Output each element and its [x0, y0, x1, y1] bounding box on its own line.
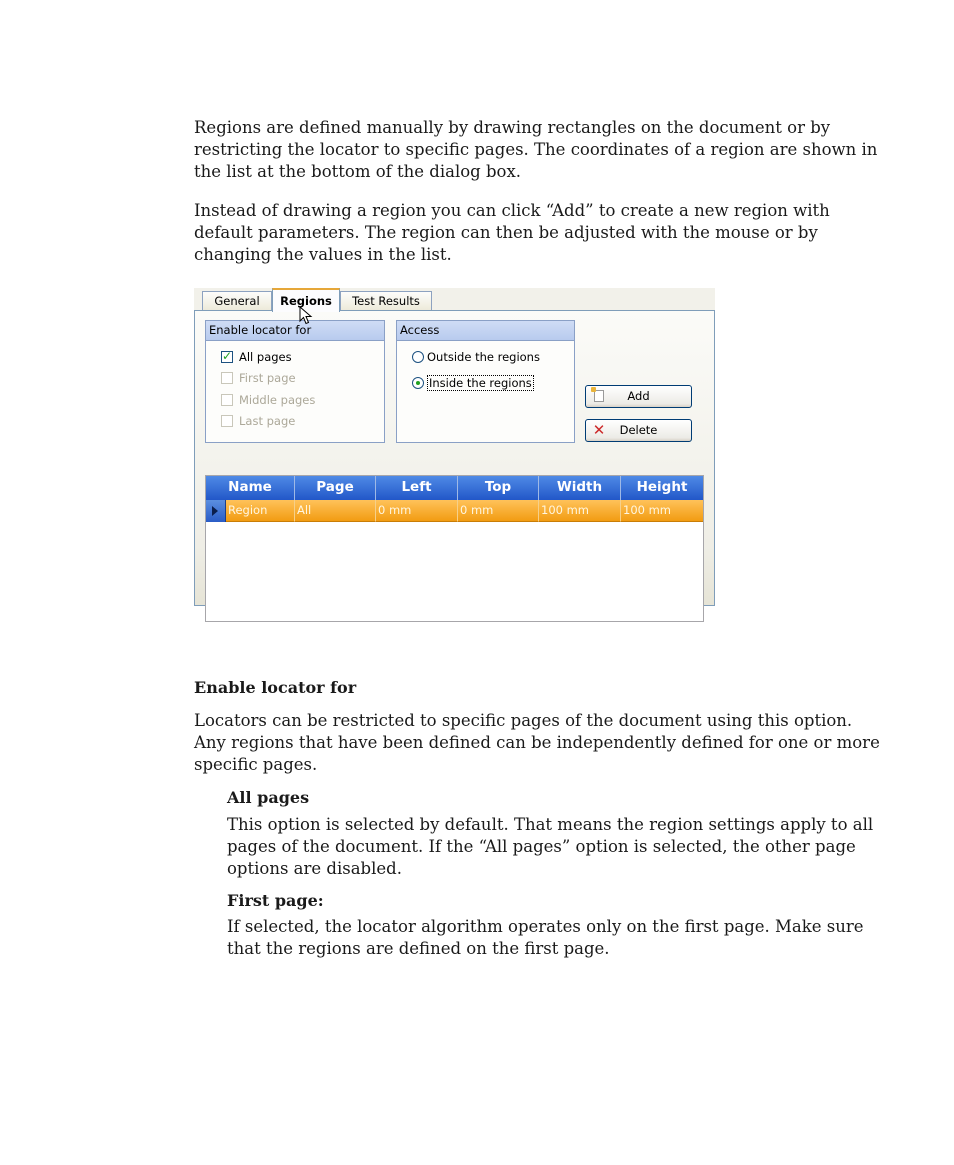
cell-left[interactable]: 0 mm — [376, 500, 458, 522]
tab-general[interactable]: General — [202, 291, 272, 311]
new-item-icon — [594, 390, 604, 402]
tab-strip — [194, 288, 715, 311]
access-title: Access — [397, 321, 574, 341]
first-page-label: First page — [239, 371, 296, 385]
cell-height[interactable]: 100 mm — [621, 500, 703, 522]
all-pages-checkbox[interactable] — [221, 349, 292, 365]
radio-selected-icon[interactable] — [412, 377, 424, 389]
cell-page[interactable]: All — [295, 500, 376, 522]
all-pages-text: This option is selected by default. That means the region settings apply to all pages of the document. If the “All pages” option is selected, the other page options are disabled. — [227, 815, 874, 878]
add-button-label: Add — [627, 389, 650, 403]
checkbox-icon[interactable]: ✓ — [222, 349, 233, 363]
outside-regions-label: Outside the regions — [427, 350, 540, 364]
tab-test-results[interactable]: Test Results — [340, 291, 432, 311]
cell-name[interactable]: Region — [226, 500, 295, 522]
section-paragraph: Locators can be restricted to specific pages of the document using this option. Any regions that have been defined can be independently defined for one or more specific pages. — [194, 711, 880, 774]
enable-locator-group — [205, 320, 385, 443]
checkbox-icon[interactable] — [221, 372, 233, 384]
column-header-page[interactable]: Page — [295, 476, 376, 500]
tab-regions[interactable]: Regions — [272, 288, 340, 312]
checkbox-icon[interactable] — [221, 394, 233, 406]
cell-width[interactable]: 100 mm — [539, 500, 621, 522]
middle-pages-label: Middle pages — [239, 393, 316, 407]
column-header-left[interactable]: Left — [376, 476, 458, 500]
table-row[interactable] — [206, 500, 703, 522]
first-page-text: If selected, the locator algorithm operates only on the first page. Make sure that the regions are defined on the first page. — [227, 917, 864, 958]
all-pages-label: All pages — [239, 350, 292, 364]
access-group — [396, 320, 575, 443]
row-selector-icon[interactable] — [206, 500, 226, 522]
add-button[interactable] — [585, 385, 692, 408]
enable-locator-title: Enable locator for — [206, 321, 384, 341]
outside-regions-radio[interactable] — [412, 349, 540, 365]
grid-header — [206, 476, 703, 500]
regions-dialog — [194, 288, 715, 606]
first-page-checkbox[interactable] — [221, 370, 296, 386]
inside-regions-radio[interactable] — [412, 375, 534, 391]
red-x-icon: ✕ — [592, 421, 606, 439]
inside-regions-label: Inside the regions — [429, 376, 532, 390]
column-header-name[interactable]: Name — [206, 476, 295, 500]
delete-button-label: Delete — [619, 423, 658, 437]
last-page-checkbox[interactable] — [221, 413, 295, 429]
column-header-width[interactable]: Width — [539, 476, 621, 500]
delete-button[interactable] — [585, 419, 692, 442]
radio-icon[interactable] — [412, 351, 424, 363]
regions-grid[interactable] — [205, 475, 704, 622]
checkbox-icon[interactable] — [221, 415, 233, 427]
all-pages-heading: All pages — [227, 788, 310, 807]
middle-pages-checkbox[interactable] — [221, 392, 315, 408]
regions-panel — [194, 310, 715, 606]
mouse-cursor-icon — [299, 306, 313, 326]
section-heading: Enable locator for — [194, 678, 357, 697]
last-page-label: Last page — [239, 414, 296, 428]
first-page-heading: First page: — [227, 891, 324, 910]
intro-paragraph-1: Regions are defined manually by drawing rectangles on the document or by restricting the locator to specific pages. The coordinates of a region are shown in the list at the bottom of the dialog box. — [194, 118, 878, 181]
intro-paragraph-2: Instead of drawing a region you can click “Add” to create a new region with default parameters. The region can then be adjusted with the mouse or by changing the values in the list. — [194, 201, 830, 264]
cell-top[interactable]: 0 mm — [458, 500, 539, 522]
column-header-top[interactable]: Top — [458, 476, 539, 500]
column-header-height[interactable]: Height — [621, 476, 703, 500]
